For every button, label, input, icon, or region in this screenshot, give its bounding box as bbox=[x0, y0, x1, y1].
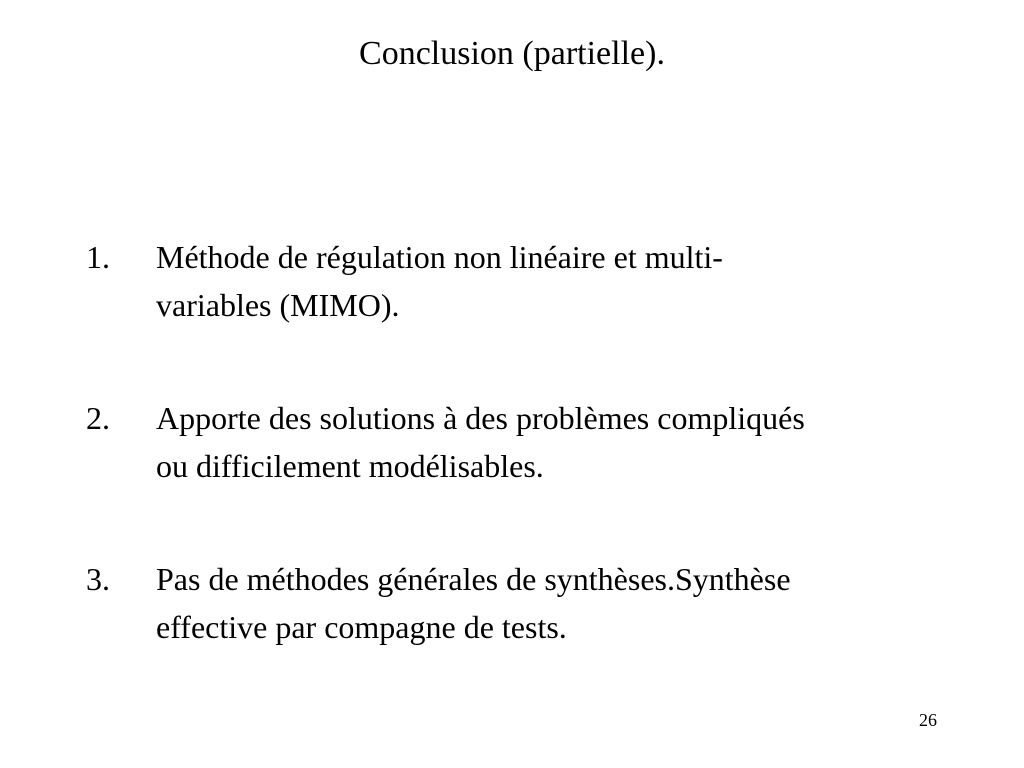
slide-title: Conclusion (partielle). bbox=[359, 35, 665, 72]
list-item-number: 3. bbox=[86, 561, 110, 597]
list-item-line: ou difficilement modélisables. bbox=[156, 448, 544, 484]
list-item-text bbox=[156, 233, 986, 329]
list-item-text bbox=[156, 555, 986, 651]
list-item-line: Méthode de régulation non linéaire et multi- bbox=[156, 239, 723, 275]
list-item-line: effective par compagne de tests. bbox=[156, 609, 567, 645]
list-item-number: 1. bbox=[86, 239, 110, 275]
slide-page-number: 26 bbox=[919, 710, 937, 730]
list-item-line: Pas de méthodes générales de synthèses.Synthèse bbox=[156, 561, 791, 597]
list-item-text bbox=[156, 394, 986, 490]
list-item-line: variables (MIMO). bbox=[156, 287, 400, 323]
list-item-line: Apporte des solutions à des problèmes compliqués bbox=[156, 400, 805, 436]
list-item-number: 2. bbox=[86, 400, 110, 436]
